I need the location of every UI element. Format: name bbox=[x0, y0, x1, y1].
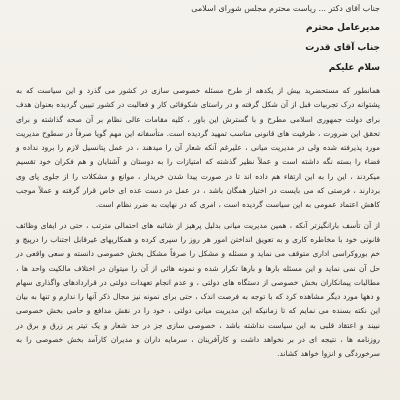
paragraph-main: از آن تأسف بارانگیزتر آنکه ، همین مدیریت میانی بدلیل پرهیز از شائبه های احتمالی مترتب ، حتی در ایفای وظائف قانونی خود با مخاطره کاری و به تعویق انداختن امور هر روز را سپری کرده و همکاریهای غیرقابل اجتناب را درپیچ و خم بوروکراسی اداری متوقف می نماید و مسئله و مشکل را صرفاً مشکل بخش خصوصی دانسته و سعی واقعی در حل آن نمی نماید و این مسئله بارها و بارها تکرار شده و نمونه هائی از آن را میتوان در اختلاف مالکیت واحد ها ، مطالبات پیمانکاران بخش خصوصی از دستگاه های دولتی ، و عدم انجام تعهدات دولتی در قراردادهای واگذاری سهام و دهها مورد دیگر مشاهده کرد که با توجه به فرصت اندک ، حتی برای نمونه نیز مجال ذکر آنها را ندارم و تنها به بیان این نکته بسنده می نمایم که تا زمانیکه این مدیریت میانی دولتی ، خود را در نقش مدافع و حامی بخش خصوصی نبیند و اعتقاد قلبی به این سیاست نداشته باشد ، خصوصی سازی جز در حد شعار و یک تیتر پر زرق و برق در روزنامه ها ، نتیجه ای در بر نخواهد داشت و کارآفرینان ، سرمایه داران و مدیران کارآمد بخش خصوصی را به سرخوردگی و انزوا خواهد کشاند. bbox=[16, 220, 380, 359]
greeting: سلام علیکم bbox=[328, 63, 380, 73]
letter-top-line: جناب آقای دکتر ... ریاست محترم مجلس شورای اسلامی bbox=[191, 4, 380, 13]
salutation-title: مدیرعامل محترم bbox=[306, 23, 380, 33]
paragraph-intro: همانطور که مستحضرید بیش از یکدهه از طرح مسئله خصوصی سازی در کشور می گذرد و این سیاست که به پشتوانه درک تجربیات قبل از آن شکل گرفته و در راستای شکوفائی کار و فعالیت در کشور تبیین گردیده بعنوان هدف برای دولت جمهوری اسلامی مطرح و با گسترش این باور ، کلیه مقامات عالی نظام بر آن صحه گذاشته و برای تحقق این ضرورت ، ظرفیت های قانونی مناسب تمهید گردیده است. متأسفانه این مهم گویا صرفاً در سطوح مدیریت مورد پذیرفته شده ولی در مدیریت میانی ، علیرغم آنکه شعار آن را میدهند ، در عمل پتانسیل لازم را برود نداده و فضاء را بسته نگه داشته است و عملاً نظیر گذشته که امتیازات را به دوستان و آشنایان و هم فکران خود تقسیم میکردند ، این را به این ارتقاء هم داده اند تا در صورت پیدا شدن خریدار ، موانع و مشکلات را از جلوی پای وی بردارند ، فرصتی که می بایست در اختیار همگان باشد ، در عمل در دست عده ای خاص قرار گرفته و عملاً موجب کاهش اعتماد عمومی به این سیاست گردیده است ، امری که در نهایت به ضرر نظام است. bbox=[16, 86, 380, 210]
salutation-name: جناب آقای قدرت bbox=[305, 43, 380, 53]
